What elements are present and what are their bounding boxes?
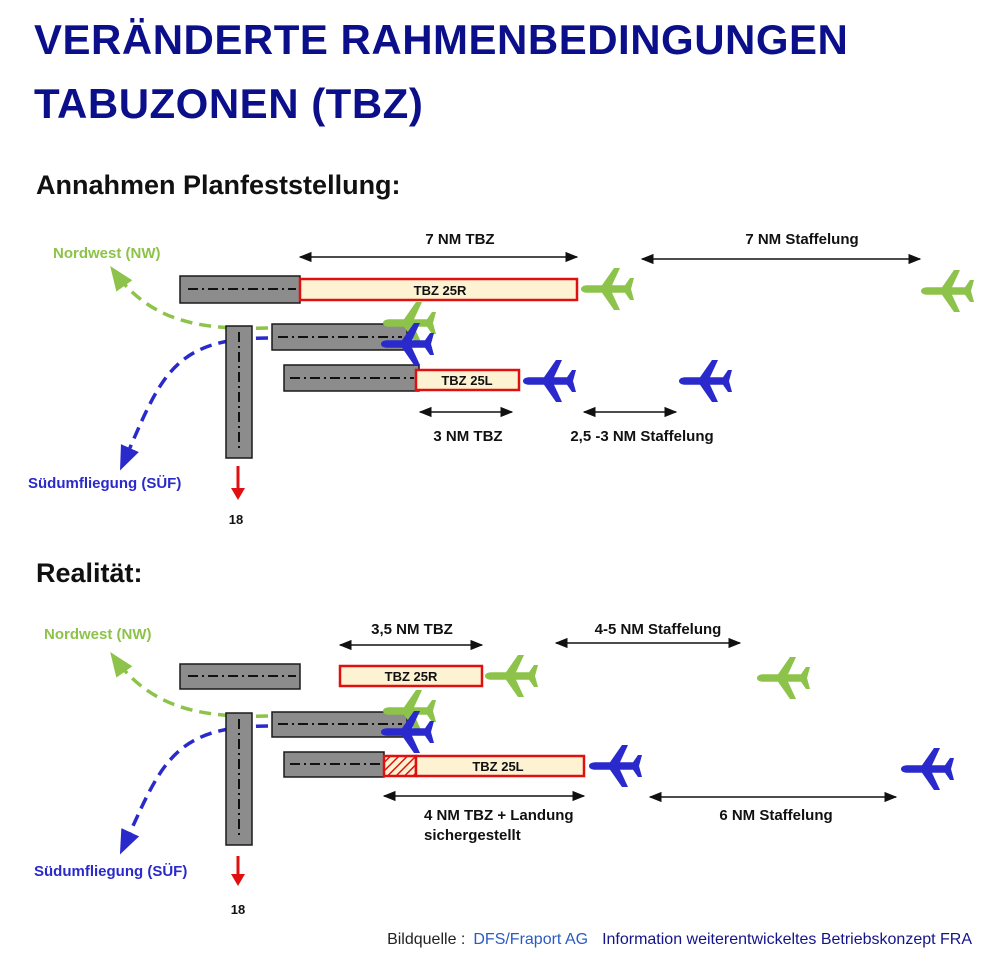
runway-18-label: 18 bbox=[228, 512, 244, 527]
arrow-down-icon-head bbox=[231, 488, 245, 500]
dim-label-staffelung-25l: 6 NM Staffelung bbox=[719, 807, 833, 824]
section1-diagram bbox=[28, 231, 974, 527]
tbz-25r-label: TBZ 25R bbox=[413, 283, 467, 298]
source-organization: DFS/Fraport AG bbox=[473, 931, 589, 948]
dim-label-staffelung-25r: 4-5 NM Staffelung bbox=[594, 621, 722, 638]
route-label-suedumfliegung: Südumfliegung (SÜF) bbox=[28, 475, 182, 492]
airplane-icon bbox=[485, 655, 538, 697]
airplane-icon bbox=[921, 270, 974, 312]
airplane-icon bbox=[757, 657, 810, 699]
dim-label-tbz-25r: 3,5 NM TBZ bbox=[371, 621, 453, 638]
airplane-icon bbox=[589, 745, 642, 787]
airplane-icon bbox=[523, 360, 576, 402]
tbz-25l-label: TBZ 25L bbox=[472, 759, 524, 774]
tbz-25l-overlap-hatch bbox=[384, 756, 416, 776]
source-credit bbox=[387, 931, 972, 949]
route-label-nordwest: Nordwest (NW) bbox=[53, 245, 161, 262]
airplane-icon bbox=[581, 268, 634, 310]
dim-label-tbz-25r: 7 NM TBZ bbox=[425, 231, 495, 248]
section-heading-planfeststellung: Annahmen Planfeststellung: bbox=[36, 170, 401, 200]
airplane-icon bbox=[901, 748, 954, 790]
section-heading-realitaet: Realität: bbox=[36, 558, 143, 588]
dim-label-tbz-25l: 3 NM TBZ bbox=[433, 428, 503, 445]
airplane-icon bbox=[679, 360, 732, 402]
route-label-nordwest: Nordwest (NW) bbox=[44, 626, 152, 643]
dim-label-tbz-25l-line2: sichergestellt bbox=[424, 827, 521, 844]
source-label: Bildquelle : bbox=[387, 931, 466, 948]
route-label-suedumfliegung: Südumfliegung (SÜF) bbox=[34, 863, 188, 880]
dim-label-staffelung-25l: 2,5 -3 NM Staffelung bbox=[570, 428, 714, 445]
tbz-25l-label: TBZ 25L bbox=[441, 373, 493, 388]
dim-label-staffelung-25r: 7 NM Staffelung bbox=[745, 231, 859, 248]
title-line-2: TABUZONEN (TBZ) bbox=[34, 80, 424, 127]
arrow-down-icon-head bbox=[231, 874, 245, 886]
tbz-25r-label: TBZ 25R bbox=[384, 669, 438, 684]
source-info: Information weiterentwickeltes Betriebskonzept FRA bbox=[602, 931, 972, 948]
section2-diagram bbox=[34, 621, 954, 917]
title-line-1: VERÄNDERTE RAHMENBEDINGUNGEN bbox=[34, 16, 849, 63]
runway-18-label: 18 bbox=[230, 902, 246, 917]
dim-label-tbz-25l-line1: 4 NM TBZ + Landung bbox=[424, 807, 574, 824]
